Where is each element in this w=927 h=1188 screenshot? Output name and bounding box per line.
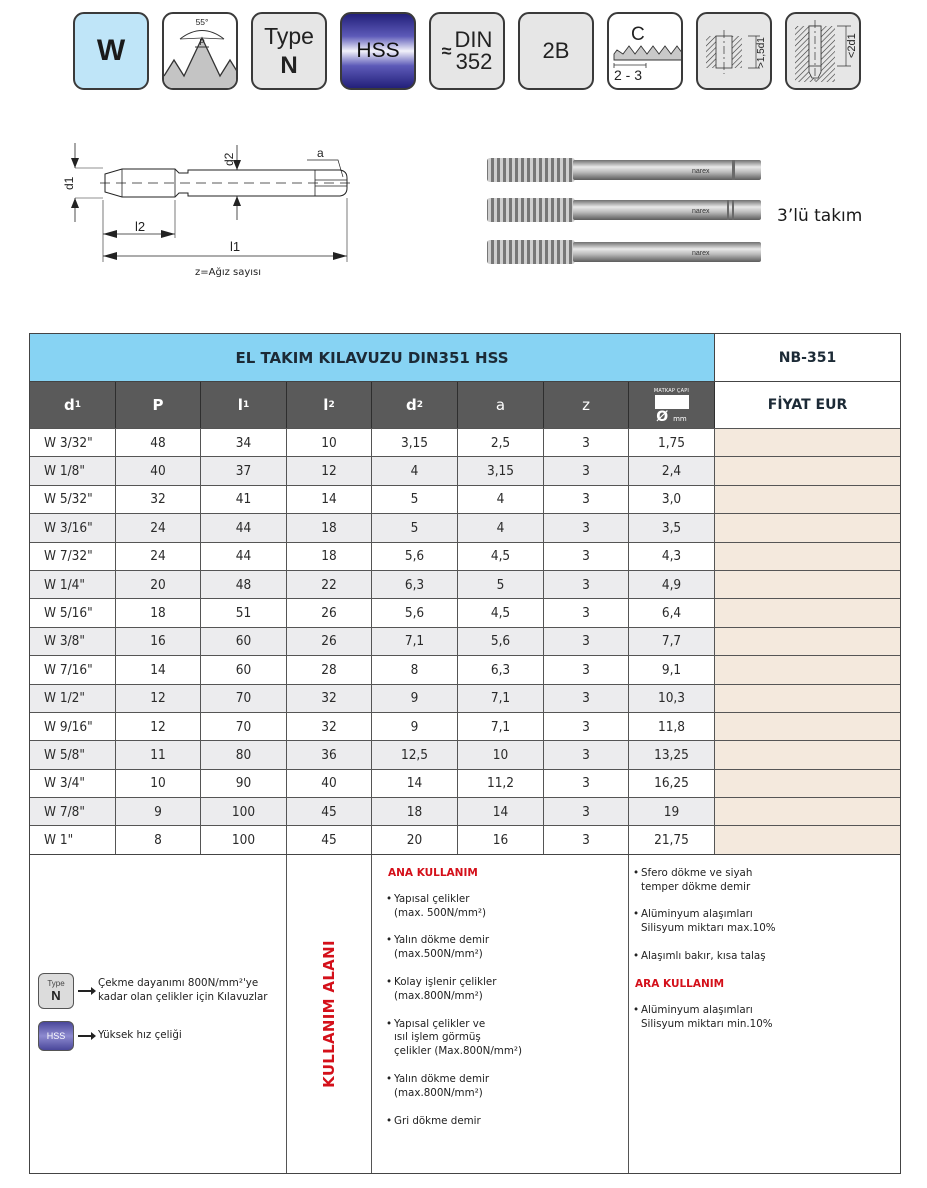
cell-a: 14 bbox=[458, 798, 544, 825]
product-table bbox=[29, 333, 901, 1174]
bullet-icon: • bbox=[386, 1114, 393, 1127]
table-header-row bbox=[30, 381, 900, 428]
type-n-description: Çekme dayanımı 800N/mm²'ye kadar olan çelikler için Kılavuzlar bbox=[98, 977, 268, 1003]
header-z: z bbox=[544, 382, 629, 428]
header-drill-diameter bbox=[629, 382, 715, 428]
cell-l1: 80 bbox=[201, 741, 287, 768]
blind-hole-icon bbox=[787, 14, 861, 90]
cell-p: 24 bbox=[116, 543, 201, 570]
cell-d2: 5 bbox=[372, 514, 458, 541]
cell-drill: 10,3 bbox=[629, 685, 715, 712]
cell-l1: 34 bbox=[201, 429, 287, 456]
cell-z: 3 bbox=[544, 628, 629, 655]
cell-d1: W 1/4" bbox=[30, 571, 116, 598]
cell-d2: 6,3 bbox=[372, 571, 458, 598]
cell-l2: 32 bbox=[287, 685, 372, 712]
cell-p: 18 bbox=[116, 599, 201, 626]
cell-price bbox=[715, 571, 900, 598]
cell-price bbox=[715, 685, 900, 712]
usage-list-item: • Alüminyum alaşımları Silisyum miktarı max.10% bbox=[633, 908, 776, 935]
cell-z: 3 bbox=[544, 826, 629, 853]
cell-d2: 14 bbox=[372, 770, 458, 797]
table-row bbox=[30, 655, 900, 683]
table-row bbox=[30, 570, 900, 598]
cell-z: 3 bbox=[544, 543, 629, 570]
cell-l2: 45 bbox=[287, 826, 372, 853]
cell-l2: 45 bbox=[287, 798, 372, 825]
material-label: HSS bbox=[356, 39, 400, 62]
arrow-right-icon bbox=[78, 990, 92, 992]
cell-p: 20 bbox=[116, 571, 201, 598]
legend-hss bbox=[38, 1021, 182, 1051]
chamfer-symbol bbox=[607, 12, 683, 90]
table-row bbox=[30, 627, 900, 655]
chamfer-form-icon bbox=[609, 14, 683, 90]
cell-a: 2,5 bbox=[458, 429, 544, 456]
standard-line1: DIN bbox=[454, 27, 493, 52]
svg-text:P: P bbox=[199, 38, 205, 47]
cell-drill: 4,9 bbox=[629, 571, 715, 598]
cell-l1: 60 bbox=[201, 628, 287, 655]
cell-p: 8 bbox=[116, 826, 201, 853]
cell-d1: W 7/32" bbox=[30, 543, 116, 570]
usage-right-panel bbox=[629, 855, 900, 1173]
cell-price bbox=[715, 826, 900, 853]
drill-caption: MATKAP ÇAPI bbox=[653, 388, 690, 394]
through-hole-symbol bbox=[696, 12, 772, 90]
type-n-badge: Type N bbox=[38, 973, 74, 1009]
table-row bbox=[30, 456, 900, 484]
legend-type-n bbox=[38, 973, 268, 1009]
cell-z: 3 bbox=[544, 571, 629, 598]
tap-type-line1: Type bbox=[264, 22, 314, 49]
cell-l2: 12 bbox=[287, 457, 372, 484]
usage-list-item: • Alüminyum alaşımları Silisyum miktarı min.10% bbox=[633, 1003, 773, 1030]
cell-p: 24 bbox=[116, 514, 201, 541]
header-l1: l 1 bbox=[201, 382, 287, 428]
usage-list-item: • Gri dökme demir bbox=[386, 1114, 481, 1127]
standard-symbol bbox=[429, 12, 505, 90]
cell-p: 40 bbox=[116, 457, 201, 484]
drawing-caption: z=Ağız sayısı bbox=[195, 267, 262, 278]
cell-drill: 9,1 bbox=[629, 656, 715, 683]
svg-text:d2: d2 bbox=[222, 152, 236, 166]
table-row bbox=[30, 542, 900, 570]
cell-drill: 21,75 bbox=[629, 826, 715, 853]
cell-l2: 40 bbox=[287, 770, 372, 797]
cell-price bbox=[715, 514, 900, 541]
header-a: a bbox=[458, 382, 544, 428]
table-title: EL TAKIM KILAVUZU DIN351 HSS bbox=[30, 334, 715, 381]
cell-drill: 7,7 bbox=[629, 628, 715, 655]
secondary-usage-list bbox=[633, 1004, 900, 1032]
cell-d1: W 3/16" bbox=[30, 514, 116, 541]
cell-l2: 28 bbox=[287, 656, 372, 683]
through-hole-icon bbox=[698, 14, 772, 90]
cell-a: 4 bbox=[458, 514, 544, 541]
tap-2 bbox=[487, 198, 761, 222]
cell-a: 4,5 bbox=[458, 543, 544, 570]
cell-l2: 22 bbox=[287, 571, 372, 598]
usage-list-item: • Alaşımlı bakır, kısa talaş bbox=[633, 950, 766, 963]
svg-text:l2: l2 bbox=[135, 219, 146, 234]
cell-a: 7,1 bbox=[458, 713, 544, 740]
cell-l1: 100 bbox=[201, 798, 287, 825]
set-label: 3’lü takım bbox=[777, 206, 863, 226]
table-row bbox=[30, 684, 900, 712]
header-price: FİYAT EUR bbox=[715, 382, 900, 428]
cell-l1: 48 bbox=[201, 571, 287, 598]
cell-p: 9 bbox=[116, 798, 201, 825]
cell-l2: 14 bbox=[287, 486, 372, 513]
thread-type-label: W bbox=[96, 34, 126, 67]
main-usage-list-continued bbox=[633, 867, 900, 964]
bullet-icon: • bbox=[633, 950, 640, 963]
main-usage-list bbox=[386, 893, 628, 1129]
cell-d2: 7,1 bbox=[372, 628, 458, 655]
cell-l2: 32 bbox=[287, 713, 372, 740]
bullet-icon: • bbox=[386, 1017, 393, 1030]
cell-p: 10 bbox=[116, 770, 201, 797]
cell-price bbox=[715, 798, 900, 825]
tap-dimension-drawing bbox=[55, 140, 365, 285]
cell-z: 3 bbox=[544, 514, 629, 541]
usage-list-item: • Sfero dökme ve siyah temper dökme demir bbox=[633, 866, 753, 893]
tap-3 bbox=[487, 240, 761, 264]
cell-drill: 13,25 bbox=[629, 741, 715, 768]
blind-hole-symbol bbox=[785, 12, 861, 90]
cell-z: 3 bbox=[544, 486, 629, 513]
svg-text:narex: narex bbox=[692, 250, 710, 257]
cell-z: 3 bbox=[544, 429, 629, 456]
cell-l1: 100 bbox=[201, 826, 287, 853]
cell-d2: 9 bbox=[372, 685, 458, 712]
usage-vertical-title-panel bbox=[287, 855, 372, 1173]
usage-list-item: • Yapısal çelikler ve ısıl işlem görmüş çelikler (Max.800N/mm²) bbox=[386, 1017, 522, 1058]
cell-p: 12 bbox=[116, 685, 201, 712]
svg-text:narex: narex bbox=[692, 208, 710, 215]
cell-d1: W 5/16" bbox=[30, 599, 116, 626]
cell-d2: 5 bbox=[372, 486, 458, 513]
svg-text:>1,5d1: >1,5d1 bbox=[756, 37, 767, 68]
hss-description: Yüksek hız çeliği bbox=[98, 1029, 182, 1042]
cell-d2: 9 bbox=[372, 713, 458, 740]
arrow-right-icon bbox=[78, 1035, 92, 1037]
header-pitch: P bbox=[116, 382, 201, 428]
tap-type-line2: N bbox=[280, 51, 298, 79]
header-d1: d 1 bbox=[30, 382, 116, 428]
cell-p: 11 bbox=[116, 741, 201, 768]
cell-z: 3 bbox=[544, 741, 629, 768]
cell-z: 3 bbox=[544, 685, 629, 712]
cell-d1: W 7/8" bbox=[30, 798, 116, 825]
cell-drill: 1,75 bbox=[629, 429, 715, 456]
cell-l1: 70 bbox=[201, 713, 287, 740]
cell-d1: W 3/32" bbox=[30, 429, 116, 456]
usage-list-item: • Yapısal çelikler (max. 500N/mm²) bbox=[386, 892, 487, 919]
header-d2: d 2 bbox=[372, 382, 458, 428]
cell-d2: 8 bbox=[372, 656, 458, 683]
cell-a: 3,15 bbox=[458, 457, 544, 484]
cell-l2: 36 bbox=[287, 741, 372, 768]
usage-section bbox=[30, 854, 900, 1173]
cell-d1: W 5/8" bbox=[30, 741, 116, 768]
cell-a: 7,1 bbox=[458, 685, 544, 712]
cell-price bbox=[715, 543, 900, 570]
header-l2: l 2 bbox=[287, 382, 372, 428]
usage-list-item: • Yalın dökme demir (max.500N/mm²) bbox=[386, 934, 490, 961]
main-usage-panel bbox=[372, 855, 629, 1173]
cell-drill: 4,3 bbox=[629, 543, 715, 570]
cell-price bbox=[715, 599, 900, 626]
bullet-icon: • bbox=[633, 1003, 640, 1016]
bullet-icon: • bbox=[386, 934, 393, 947]
table-title-row bbox=[30, 334, 900, 381]
cell-drill: 2,4 bbox=[629, 457, 715, 484]
cell-a: 5 bbox=[458, 571, 544, 598]
usage-list-item: • Yalın dökme demir (max.800N/mm²) bbox=[386, 1073, 490, 1099]
tap-type-symbol bbox=[251, 12, 327, 90]
cell-price bbox=[715, 628, 900, 655]
cell-drill: 11,8 bbox=[629, 713, 715, 740]
cell-d2: 12,5 bbox=[372, 741, 458, 768]
thread-profile-icon bbox=[164, 14, 238, 90]
hss-badge: HSS bbox=[38, 1021, 74, 1051]
cell-p: 32 bbox=[116, 486, 201, 513]
tolerance-symbol bbox=[518, 12, 594, 90]
cell-d2: 5,6 bbox=[372, 599, 458, 626]
cell-l1: 44 bbox=[201, 543, 287, 570]
cell-d2: 5,6 bbox=[372, 543, 458, 570]
tap-set-photo bbox=[487, 152, 762, 274]
table-row bbox=[30, 598, 900, 626]
cell-l2: 10 bbox=[287, 429, 372, 456]
cell-z: 3 bbox=[544, 798, 629, 825]
standard-line2: 352 bbox=[455, 49, 493, 74]
cell-a: 4 bbox=[458, 486, 544, 513]
cell-p: 16 bbox=[116, 628, 201, 655]
cell-l2: 26 bbox=[287, 628, 372, 655]
table-row bbox=[30, 825, 900, 853]
thread-type-symbol bbox=[73, 12, 149, 90]
cell-d2: 3,15 bbox=[372, 429, 458, 456]
property-symbols bbox=[73, 12, 861, 90]
cell-drill: 3,5 bbox=[629, 514, 715, 541]
svg-text:narex: narex bbox=[692, 168, 710, 175]
thread-angle-symbol bbox=[162, 12, 238, 90]
table-body bbox=[30, 428, 900, 854]
cell-drill: 3,0 bbox=[629, 486, 715, 513]
cell-d2: 4 bbox=[372, 457, 458, 484]
legend-panel bbox=[30, 855, 287, 1173]
cell-a: 4,5 bbox=[458, 599, 544, 626]
cell-price bbox=[715, 713, 900, 740]
main-usage-title: ANA KULLANIM bbox=[388, 866, 478, 879]
table-row bbox=[30, 485, 900, 513]
cell-price bbox=[715, 741, 900, 768]
cell-a: 5,6 bbox=[458, 628, 544, 655]
bullet-icon: • bbox=[386, 892, 393, 905]
cell-a: 10 bbox=[458, 741, 544, 768]
bullet-icon: • bbox=[386, 1073, 393, 1086]
cell-price bbox=[715, 770, 900, 797]
svg-text:a: a bbox=[317, 146, 324, 160]
cell-z: 3 bbox=[544, 713, 629, 740]
cell-a: 11,2 bbox=[458, 770, 544, 797]
cell-l1: 90 bbox=[201, 770, 287, 797]
cell-l1: 37 bbox=[201, 457, 287, 484]
tap-1 bbox=[487, 158, 761, 182]
table-row bbox=[30, 769, 900, 797]
cell-l1: 41 bbox=[201, 486, 287, 513]
cell-l2: 26 bbox=[287, 599, 372, 626]
table-row bbox=[30, 797, 900, 825]
usage-vertical-title: KULLANIM ALANI bbox=[320, 940, 338, 1088]
cell-price bbox=[715, 486, 900, 513]
cell-l2: 18 bbox=[287, 514, 372, 541]
cell-d1: W 9/16" bbox=[30, 713, 116, 740]
svg-text:2 - 3: 2 - 3 bbox=[614, 67, 643, 83]
diameter-icon: Ø mm bbox=[656, 409, 687, 425]
svg-text:d1: d1 bbox=[62, 176, 76, 190]
bullet-icon: • bbox=[633, 866, 640, 879]
cell-z: 3 bbox=[544, 770, 629, 797]
cell-p: 14 bbox=[116, 656, 201, 683]
cell-p: 12 bbox=[116, 713, 201, 740]
cell-price bbox=[715, 656, 900, 683]
svg-text:C: C bbox=[631, 24, 645, 45]
cell-z: 3 bbox=[544, 457, 629, 484]
tolerance-label: 2B bbox=[542, 38, 570, 63]
table-row bbox=[30, 740, 900, 768]
cell-drill: 6,4 bbox=[629, 599, 715, 626]
bullet-icon: • bbox=[386, 976, 393, 989]
cell-d2: 20 bbox=[372, 826, 458, 853]
drill-icon bbox=[655, 395, 689, 409]
table-row bbox=[30, 513, 900, 541]
table-row bbox=[30, 428, 900, 456]
svg-text:<2d1: <2d1 bbox=[846, 33, 858, 58]
cell-d2: 18 bbox=[372, 798, 458, 825]
cell-d1: W 7/16" bbox=[30, 656, 116, 683]
svg-text:55°: 55° bbox=[195, 17, 209, 27]
cell-d1: W 1" bbox=[30, 826, 116, 853]
material-symbol bbox=[340, 12, 416, 90]
usage-list-item: • Kolay işlenir çelikler (max.800N/mm²) bbox=[386, 976, 497, 1002]
svg-text:l1: l1 bbox=[230, 239, 241, 254]
cell-price bbox=[715, 429, 900, 456]
cell-d1: W 1/8" bbox=[30, 457, 116, 484]
cell-price bbox=[715, 457, 900, 484]
cell-z: 3 bbox=[544, 656, 629, 683]
cell-drill: 16,25 bbox=[629, 770, 715, 797]
cell-a: 16 bbox=[458, 826, 544, 853]
cell-a: 6,3 bbox=[458, 656, 544, 683]
cell-drill: 19 bbox=[629, 798, 715, 825]
cell-l1: 60 bbox=[201, 656, 287, 683]
cell-d1: W 3/8" bbox=[30, 628, 116, 655]
cell-z: 3 bbox=[544, 599, 629, 626]
bullet-icon: • bbox=[633, 908, 640, 921]
cell-l2: 18 bbox=[287, 543, 372, 570]
cell-d1: W 5/32" bbox=[30, 486, 116, 513]
cell-d1: W 3/4" bbox=[30, 770, 116, 797]
cell-d1: W 1/2" bbox=[30, 685, 116, 712]
secondary-usage-title: ARA KULLANIM bbox=[635, 977, 725, 990]
approx-icon: ≈ bbox=[441, 40, 452, 61]
cell-l1: 70 bbox=[201, 685, 287, 712]
cell-l1: 51 bbox=[201, 599, 287, 626]
cell-l1: 44 bbox=[201, 514, 287, 541]
cell-p: 48 bbox=[116, 429, 201, 456]
product-code: NB-351 bbox=[778, 349, 837, 366]
table-row bbox=[30, 712, 900, 740]
